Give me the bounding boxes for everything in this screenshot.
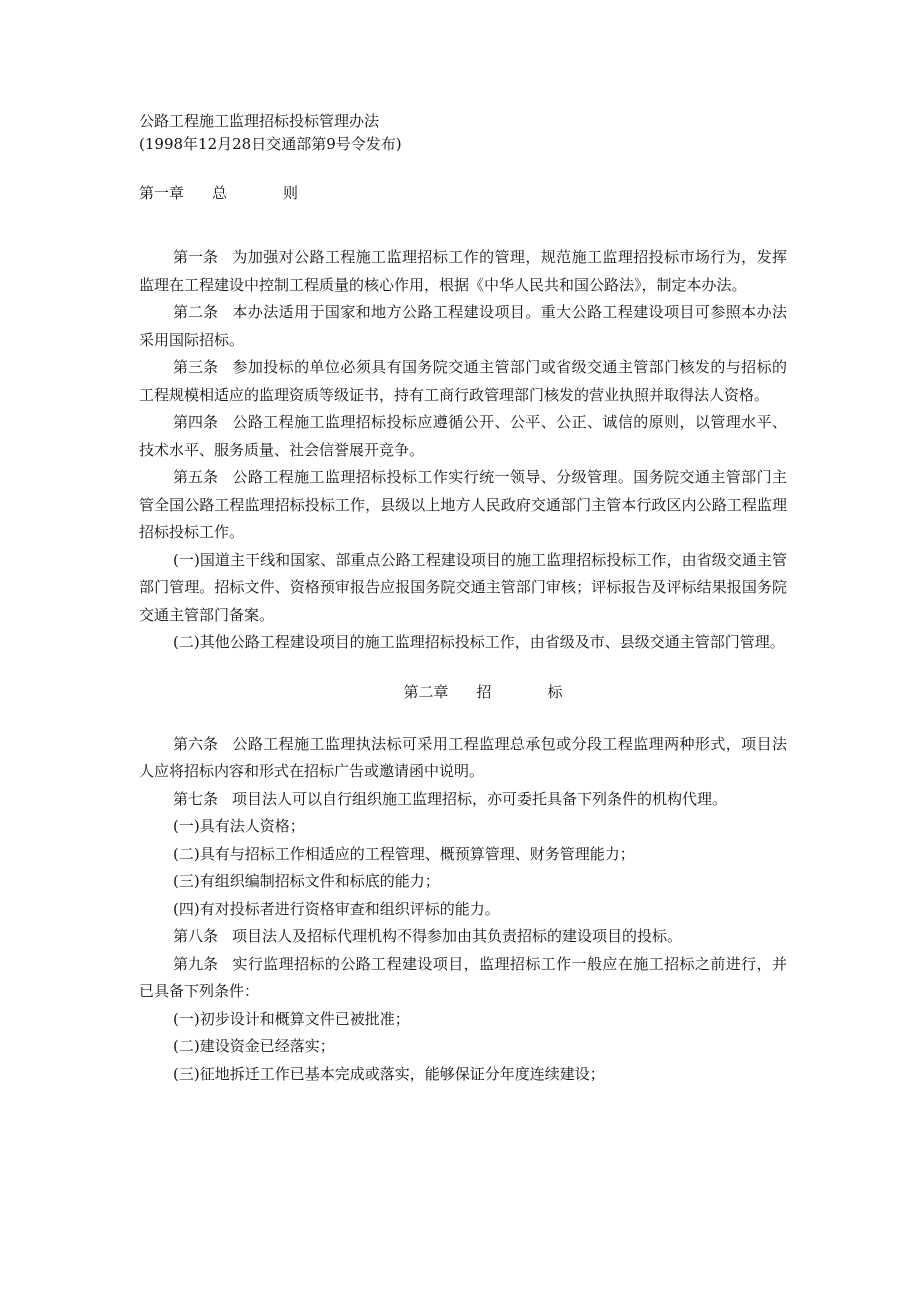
article-text: (二)其他公路工程建设项目的施工监理招标投标工作，由省级及市、县级交通主管部门管理。 <box>173 633 785 651</box>
article-number: 第三条 <box>173 358 219 376</box>
chapter-1-heading <box>139 180 787 207</box>
article-text: (三)有组织编制招标文件和标底的能力； <box>173 872 440 890</box>
article-paragraph <box>139 1033 787 1061</box>
article-text: 为加强对公路工程施工监理招标工作的管理，规范施工监理招投标市场行为，发挥监理在工程建设中控制工程质量的核心作用，根据《中华人民共和国公路法》，制定本办法。 <box>139 248 787 294</box>
article-text: 项目法人及招标代理机构不得参加由其负责招标的建设项目的投标。 <box>232 927 683 945</box>
article-paragraph <box>139 299 787 354</box>
chapter-2-articles <box>139 731 787 1089</box>
article-paragraph <box>139 896 787 924</box>
article-paragraph <box>139 547 787 630</box>
article-text: 项目法人可以自行组织施工监理招标，亦可委托具备下列条件的机构代理。 <box>232 789 728 808</box>
article-text: 参加投标的单位必须具有国务院交通主管部门或省级交通主管部门核发的与招标的工程规模相适应的监理资质等级证书，持有工商行政管理部门核发的营业执照并取得法人资格。 <box>139 358 787 404</box>
article-text: (三)征地拆迁工作已基本完成或落实，能够保证分年度连续建设； <box>173 1064 605 1083</box>
article-text: (一)具有法人资格； <box>173 817 305 835</box>
article-number: 第七条 <box>173 789 219 808</box>
article-paragraph <box>139 464 787 547</box>
article-text: (一)国道主干线和国家、部重点公路工程建设项目的施工监理招标投标工作，由省级交通主管部门管理。招标文件、资格预审报告应报国务院交通主管部门审核；评标报告及评标结果报国务院交通主管部门备案。 <box>139 550 787 624</box>
article-number: 第八条 <box>173 927 219 945</box>
article-paragraph <box>139 841 787 869</box>
document-body <box>139 110 787 1088</box>
article-paragraph <box>139 923 787 951</box>
chapter-2-heading <box>139 679 787 706</box>
article-paragraph <box>139 244 787 299</box>
document-subtitle: (1998年12月28日交通部第9号令发布) <box>139 135 402 153</box>
article-number: 第六条 <box>173 734 219 753</box>
article-paragraph <box>139 951 787 1006</box>
article-text: 公路工程施工监理招标投标工作实行统一领导、分级管理。国务院交通主管部门主管全国公路工程监理招标投标工作，县级以上地方人民政府交通部门主管本行政区内公路工程监理招标投标工作。 <box>139 468 787 541</box>
article-text: (一)初步设计和概算文件已被批准； <box>173 1009 410 1028</box>
article-paragraph <box>139 1061 787 1089</box>
chapter-2-word1: 招 <box>476 682 492 701</box>
article-paragraph <box>139 409 787 464</box>
article-text: 公路工程施工监理招标投标应遵循公开、公平、公正、诚信的原则，以管理水平、技术水平、服务质量、社会信誉展开竞争。 <box>139 413 787 459</box>
article-text: 本办法适用于国家和地方公路工程建设项目。重大公路工程建设项目可参照本办法采用国际招标。 <box>139 303 787 349</box>
article-number: 第四条 <box>173 413 219 431</box>
article-paragraph <box>139 868 787 896</box>
document-title: 公路工程施工监理招标投标管理办法 <box>139 112 380 130</box>
article-number: 第二条 <box>173 303 219 321</box>
chapter-2-number: 第二章 <box>403 682 449 701</box>
article-text: (四)有对投标者进行资格审查和组织评标的能力。 <box>173 899 500 918</box>
article-number: 第一条 <box>173 248 219 266</box>
article-number: 第九条 <box>173 954 219 973</box>
article-text: (二)具有与招标工作相适应的工程管理、概预算管理、财务管理能力； <box>173 844 635 863</box>
article-paragraph <box>139 629 787 657</box>
article-paragraph <box>139 731 787 786</box>
chapter-1-word2: 则 <box>283 184 299 202</box>
chapter-1-word1: 总 <box>212 184 228 202</box>
article-paragraph <box>139 354 787 409</box>
article-text: 公路工程施工监理执法标可采用工程监理总承包或分段工程监理两种形式，项目法人应将招标内容和形式在招标广告或邀请函中说明。 <box>139 734 787 780</box>
article-paragraph <box>139 1006 787 1034</box>
article-number: 第五条 <box>173 468 219 486</box>
chapter-1-number: 第一章 <box>139 184 185 202</box>
chapter-2-word2: 标 <box>547 682 563 701</box>
chapter-1-articles <box>139 244 787 657</box>
article-paragraph <box>139 813 787 841</box>
article-text: (二)建设资金已经落实； <box>173 1037 335 1055</box>
article-text: 实行监理招标的公路工程建设项目，监理招标工作一般应在施工招标之前进行，并已具备下列条件： <box>139 954 787 1000</box>
article-paragraph <box>139 786 787 814</box>
